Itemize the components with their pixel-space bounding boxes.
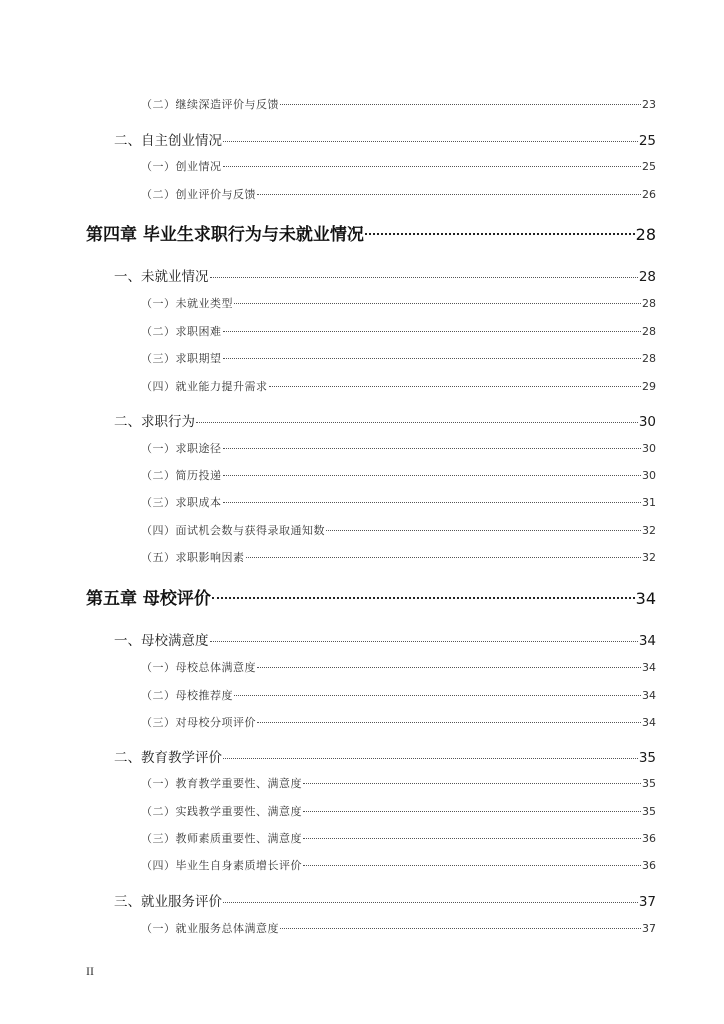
dot-leader	[196, 422, 638, 423]
toc-entry-page-number: 34	[638, 633, 656, 649]
dot-leader	[280, 104, 641, 105]
toc-entry-title: （一）未就业类型	[141, 297, 233, 310]
toc-entry-title: （二）创业评价与反馈	[141, 188, 256, 201]
dot-leader	[303, 783, 641, 784]
toc-entry-title: （四）就业能力提升需求	[141, 380, 268, 393]
toc-entry-sub[interactable]	[141, 467, 656, 483]
toc-entry-title: （三）教师素质重要性、满意度	[141, 832, 302, 845]
dot-leader	[223, 902, 638, 903]
toc-entry-section[interactable]	[114, 129, 656, 149]
toc-entry-sub[interactable]	[141, 494, 656, 510]
toc-entry-title: 一、母校满意度	[114, 633, 209, 649]
toc-entry-title: 二、教育教学评价	[114, 750, 222, 766]
dot-leader	[326, 530, 641, 531]
toc-entry-sub[interactable]	[141, 549, 656, 565]
toc-entry-sub[interactable]	[141, 158, 656, 174]
toc-entry-sub[interactable]	[141, 350, 656, 366]
toc-entry-page-number: 28	[642, 297, 656, 310]
toc-entry-sub[interactable]	[141, 440, 656, 456]
toc-entry-section[interactable]	[114, 265, 656, 285]
dot-leader	[223, 358, 642, 359]
toc-entry-page-number: 35	[642, 805, 656, 818]
toc-entry-chapter[interactable]	[86, 220, 656, 245]
toc-entry-page-number: 37	[642, 922, 656, 935]
toc-entry-page-number: 32	[642, 524, 656, 537]
toc-entry-title: （一）就业服务总体满意度	[141, 922, 279, 935]
toc-entry-title: （三）对母校分项评价	[141, 716, 256, 729]
toc-entry-sub[interactable]	[141, 323, 656, 339]
toc-entry-sub[interactable]	[141, 920, 656, 936]
dot-leader	[365, 233, 635, 235]
toc-entry-page-number: 34	[642, 689, 656, 702]
toc-entry-section[interactable]	[114, 629, 656, 649]
toc-entry-page-number: 26	[642, 188, 656, 201]
dot-leader	[223, 141, 638, 142]
toc-entry-title: （二）继续深造评价与反馈	[141, 98, 279, 111]
toc-entry-title: （一）教育教学重要性、满意度	[141, 777, 302, 790]
toc-entry-title: （三）求职成本	[141, 496, 222, 509]
dot-leader	[223, 475, 642, 476]
toc-entry-title: 第四章 毕业生求职行为与未就业情况	[86, 225, 364, 245]
toc-entry-title: （五）求职影响因素	[141, 551, 245, 564]
toc-entry-sub[interactable]	[141, 775, 656, 791]
toc-entry-page-number: 31	[642, 496, 656, 509]
dot-leader	[223, 758, 638, 759]
dot-leader	[280, 928, 641, 929]
dot-leader	[223, 166, 642, 167]
toc-entry-sub[interactable]	[141, 295, 656, 311]
toc-entry-sub[interactable]	[141, 522, 656, 538]
toc-entry-title: 三、就业服务评价	[114, 894, 222, 910]
toc-entry-title: （二）实践教学重要性、满意度	[141, 805, 302, 818]
dot-leader	[223, 331, 642, 332]
toc-entry-title: （四）面试机会数与获得录取通知数	[141, 524, 325, 537]
toc-entry-sub[interactable]	[141, 857, 656, 873]
toc-entry-sub[interactable]	[141, 803, 656, 819]
toc-entry-title: （一）求职途径	[141, 442, 222, 455]
toc-entry-page-number: 34	[635, 589, 656, 608]
toc-entry-section[interactable]	[114, 746, 656, 766]
toc-entry-sub[interactable]	[141, 687, 656, 703]
toc-entry-title: （一）创业情况	[141, 160, 222, 173]
dot-leader	[269, 386, 642, 387]
dot-leader	[303, 865, 641, 866]
toc-entry-title: 二、求职行为	[114, 414, 195, 430]
toc-entry-page-number: 34	[642, 716, 656, 729]
toc-entry-page-number: 36	[642, 859, 656, 872]
toc-entry-title: （一）母校总体满意度	[141, 661, 256, 674]
toc-entry-sub[interactable]	[141, 96, 656, 112]
dot-leader	[234, 303, 641, 304]
toc-entry-page-number: 29	[642, 380, 656, 393]
toc-entry-sub[interactable]	[141, 186, 656, 202]
toc-entry-title: （二）简历投递	[141, 469, 222, 482]
toc-entry-sub[interactable]	[141, 830, 656, 846]
toc-entry-title: （三）求职期望	[141, 352, 222, 365]
toc-entry-page-number: 36	[642, 832, 656, 845]
dot-leader	[223, 448, 642, 449]
toc-entry-page-number: 32	[642, 551, 656, 564]
toc-entry-sub[interactable]	[141, 378, 656, 394]
dot-leader	[257, 194, 641, 195]
dot-leader	[303, 811, 641, 812]
dot-leader	[246, 557, 642, 558]
dot-leader	[257, 667, 641, 668]
toc-entry-title: （二）求职困难	[141, 325, 222, 338]
dot-leader	[210, 277, 638, 278]
dot-leader	[303, 838, 641, 839]
toc-entry-page-number: 34	[642, 661, 656, 674]
toc-entry-page-number: 30	[638, 414, 656, 430]
page-number-footer: II	[86, 964, 94, 978]
toc-entry-sub[interactable]	[141, 714, 656, 730]
toc-entry-section[interactable]	[114, 410, 656, 430]
dot-leader	[212, 597, 635, 599]
toc-entry-chapter[interactable]	[86, 584, 656, 609]
toc-entry-page-number: 25	[642, 160, 656, 173]
toc-entry-page-number: 35	[642, 777, 656, 790]
toc-entry-page-number: 30	[642, 442, 656, 455]
toc-entry-title: （二）母校推荐度	[141, 689, 233, 702]
dot-leader	[257, 722, 641, 723]
toc-entry-page-number: 28	[635, 225, 656, 244]
toc-entry-page-number: 35	[638, 750, 656, 766]
toc-entry-page-number: 28	[642, 325, 656, 338]
toc-entry-title: 二、自主创业情况	[114, 133, 222, 149]
toc-entry-page-number: 25	[638, 133, 656, 149]
toc-entry-page-number: 30	[642, 469, 656, 482]
toc-entry-title: 第五章 母校评价	[86, 589, 211, 609]
toc-entry-sub[interactable]	[141, 659, 656, 675]
toc-entry-title: 一、未就业情况	[114, 269, 209, 285]
dot-leader	[210, 641, 638, 642]
toc-entry-section[interactable]	[114, 890, 656, 910]
dot-leader	[234, 695, 641, 696]
toc-entry-page-number: 23	[642, 98, 656, 111]
toc-entry-page-number: 28	[642, 352, 656, 365]
toc-entry-page-number: 37	[638, 894, 656, 910]
toc-entry-page-number: 28	[638, 269, 656, 285]
toc-entry-title: （四）毕业生自身素质增长评价	[141, 859, 302, 872]
dot-leader	[223, 502, 642, 503]
